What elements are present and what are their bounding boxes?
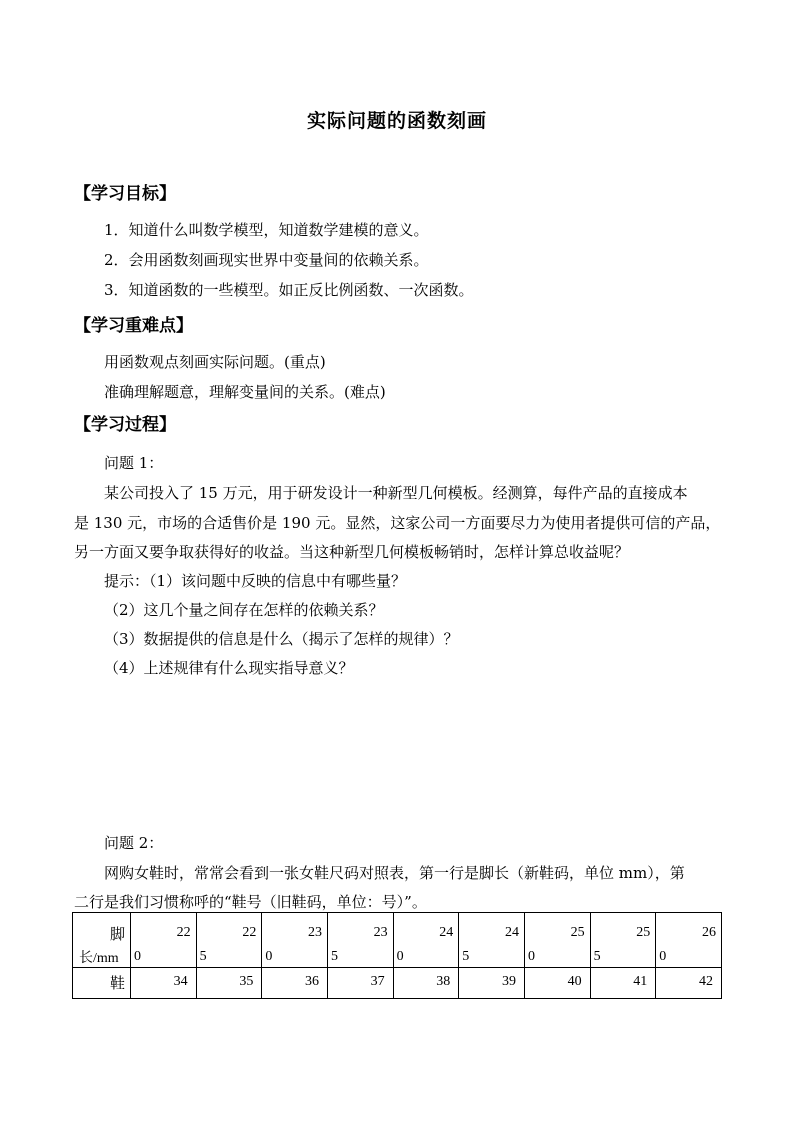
goal-item: 2．会用函数刻画现实世界中变量间的依赖关系。 [104,251,429,269]
goals-heading: 【学习目标】 [74,184,176,204]
cell-top: 25 [570,925,585,940]
problem1-hint: 提示：（1）该问题中反映的信息中有哪些量？ [104,572,407,590]
shoe-size-value: 37 [370,974,385,989]
table-cell [131,913,197,968]
problem1-hint: （3）数据提供的信息是什么（揭示了怎样的规律）？ [104,630,459,648]
cell-bottom: 5 [462,949,470,964]
cell-top: 24 [439,925,454,940]
problem1-line: 另一方面又要争取获得好的收益。当这种新型几何模板畅销时，怎样计算总收益呢？ [74,543,630,561]
problem1-label: 问题 1： [104,454,164,472]
cell-top: 26 [702,925,716,940]
shoe-size-value: 41 [633,974,648,989]
table-cell [131,968,197,999]
shoe-size-value: 34 [173,974,188,989]
cell-top: 23 [307,925,322,940]
cell-bottom: 0 [659,949,667,964]
cell-top: 22 [176,925,191,940]
cell-top: 23 [373,925,388,940]
problem1-line: 某公司投入了 15 万元，用于研发设计一种新型几何模板。经测算，每件产品的直接成本 [104,484,688,502]
document-title: 实际问题的函数刻画 [306,110,487,132]
cell-bottom: 5 [593,949,601,964]
cell-bottom: 5 [199,949,207,964]
keypoint-item: 准确理解题意，理解变量间的关系。(难点) [104,383,386,401]
keypoints-heading: 【学习重难点】 [74,316,193,336]
cell-top: 22 [242,925,257,940]
table-cell [590,913,656,968]
cell-bottom: 0 [265,949,273,964]
cell-bottom: 0 [396,949,404,964]
row1-header-top: 脚 [109,927,125,943]
row1-header-bottom: 长/mm [79,951,119,966]
table-cell [393,968,459,999]
cell-top: 24 [504,925,519,940]
table-header-cell [73,968,131,999]
table-cell [262,913,328,968]
cell-top: 25 [636,925,651,940]
shoe-size-value: 36 [304,974,319,989]
table-cell [459,913,525,968]
goal-item: 3．知道函数的一些模型。如正反比例函数、一次函数。 [104,281,474,299]
problem1-hint: （2）这几个量之间存在怎样的依赖关系？ [104,601,384,619]
table-cell [524,913,590,968]
process-heading: 【学习过程】 [74,415,176,435]
problem1-hint: （4）上述规律有什么现实指导意义？ [104,659,354,677]
shoe-size-value: 42 [699,974,713,989]
table-row [73,913,722,968]
shoe-size-value: 38 [436,974,451,989]
cell-bottom: 0 [134,949,141,964]
problem2-line: 二行是我们习惯称呼的“鞋号（旧鞋码，单位：号）”。 [74,893,427,911]
table-cell [196,913,262,968]
keypoint-item: 用函数观点刻画实际问题。(重点) [104,353,326,371]
table-cell [524,968,590,999]
table-cell [327,913,393,968]
table-row [73,968,722,999]
shoe-size-value: 39 [501,974,516,989]
cell-bottom: 5 [330,949,338,964]
table-cell [393,913,459,968]
table-cell [590,968,656,999]
table-header-cell [73,913,131,968]
table-cell [262,968,328,999]
shoe-size-value: 40 [567,974,582,989]
row2-header: 鞋 [109,976,125,992]
problem1-line: 是 130 元，市场的合适售价是 190 元。显然，这家公司一方面要尽力为使用者提供可信的产品， [74,514,721,532]
table-cell [656,913,722,968]
table-cell [459,968,525,999]
table-cell [327,968,393,999]
shoe-size-table [72,912,722,999]
table-cell [656,968,722,999]
goal-item: 1．知道什么叫数学模型，知道数学建模的意义。 [104,221,429,239]
cell-bottom: 0 [527,949,535,964]
problem2-label: 问题 2： [104,834,164,852]
shoe-size-value: 35 [239,974,254,989]
problem2-line: 网购女鞋时，常常会看到一张女鞋尺码对照表，第一行是脚长（新鞋码，单位 mm），第 [104,864,685,882]
table-cell [196,968,262,999]
